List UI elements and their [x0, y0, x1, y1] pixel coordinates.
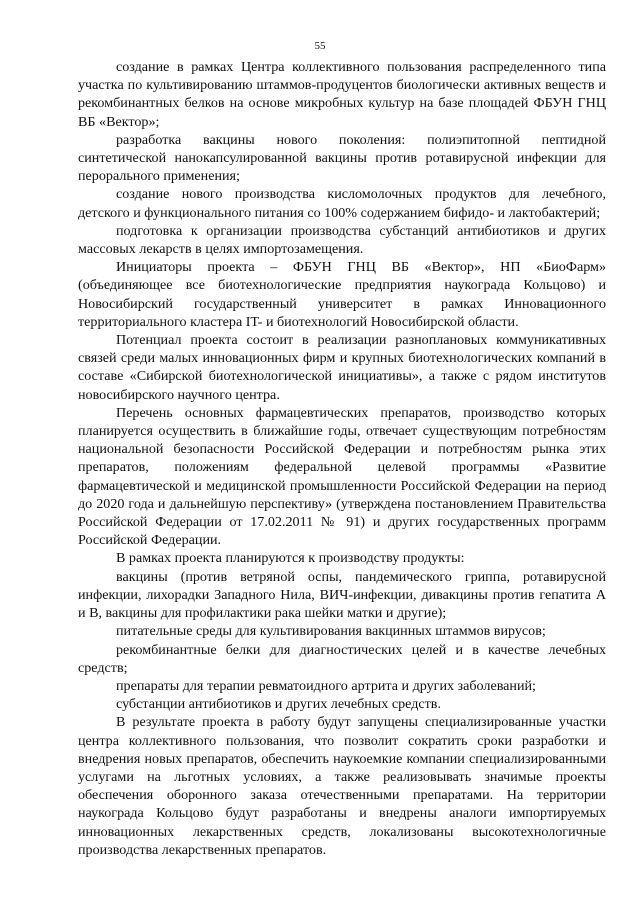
paragraph-10: питательные среды для культивирования вакцинных штаммов вирусов; — [116, 623, 546, 640]
paragraph-1: создание в рамках Центра коллективного пользования распределенного типа участка по культивированию штаммов-продуцентов биологически активных веществ и рекомбинантных белков на основе микробных культур на базе площадей ФБУН ГНЦ ВБ «Вектор»; — [78, 59, 606, 130]
paragraph-3: создание нового производства кисломолочных продуктов для лечебного, детского и функционального питания со 100% содержанием бифидо- и лактобактерий; — [78, 186, 606, 221]
paragraph-7: Перечень основных фармацевтических препаратов, производство которых планируется осуществить в ближайшие годы, отвечает существующим потребностям национальной безопасности Российской Федерации и потребностям рынка этих препаратов, положениям федеральной целевой программы «Развитие фармацевтической и медицинской промышленности Российской Федерации на период до 2020 года и дальнейшую перспективу» (утверждена постановлением Правительства Российской Федерации от 17.02.2011 № 91) и других государственных программ Российской Федерации. — [78, 404, 606, 549]
paragraph-9: вакцины (против ветряной оспы, пандемического гриппа, ротавирусной инфекции, лихорадки Западного Нила, ВИЧ-инфекции, дивакцины против гепатита А и В, вакцины для профилактики рака шейки матки и другие); — [78, 568, 606, 622]
paragraph-14: В результате проекта в работу будут запущены специализированные участки центра коллективного пользования, что позволит сократить сроки разработки и внедрения новых препаратов, обеспечить наукоемкие компании специализированными услугами на льготных условиях, а также реализовывать значимые проекты обеспечения оборонного заказа отечественными препаратами. На территории наукограда Кольцово будут разработаны и внедрены аналоги импортируемых инновационных лекарственных средств, локализованы высокотехнологичные производства лекарственных препаратов. — [78, 714, 606, 858]
document-body — [78, 58, 606, 859]
page-number: 55 — [314, 40, 326, 52]
paragraph-13: субстанции антибиотиков и других лечебных средств. — [116, 696, 441, 713]
paragraph-5: Инициаторы проекта – ФБУН ГНЦ ВБ «Вектор», НП «БиоФарм» (объединяющее все биотехнологические предприятия наукограда Кольцово) и Новосибирский государственный университет в рамках Инновационного территориального кластера IT- и биотехнологий Новосибирской области. — [78, 259, 606, 330]
paragraph-12: препараты для терапии ревматоидного артрита и других заболеваний; — [116, 677, 536, 694]
paragraph-11: рекомбинантные белки для диагностических целей и в качестве лечебных средств; — [78, 641, 606, 676]
paragraph-6: Потенциал проекта состоит в реализации разноплановых коммуникативных связей среди малых инновационных фирм и крупных биотехнологических компаний в составе «Сибирской биотехнологической инициативы», а также с рядом институтов новосибирского научного центра. — [78, 332, 606, 403]
paragraph-2: разработка вакцины нового поколения: полиэпитопной пептидной синтетической нанокапсулированной вакцины против ротавирусной инфекции для перорального применения; — [78, 131, 606, 185]
paragraph-4: подготовка к организации производства субстанций антибиотиков и других массовых лекарств в целях импортозамещения. — [78, 222, 606, 258]
paragraph-8: В рамках проекта планируются к производству продукты: — [116, 550, 465, 567]
